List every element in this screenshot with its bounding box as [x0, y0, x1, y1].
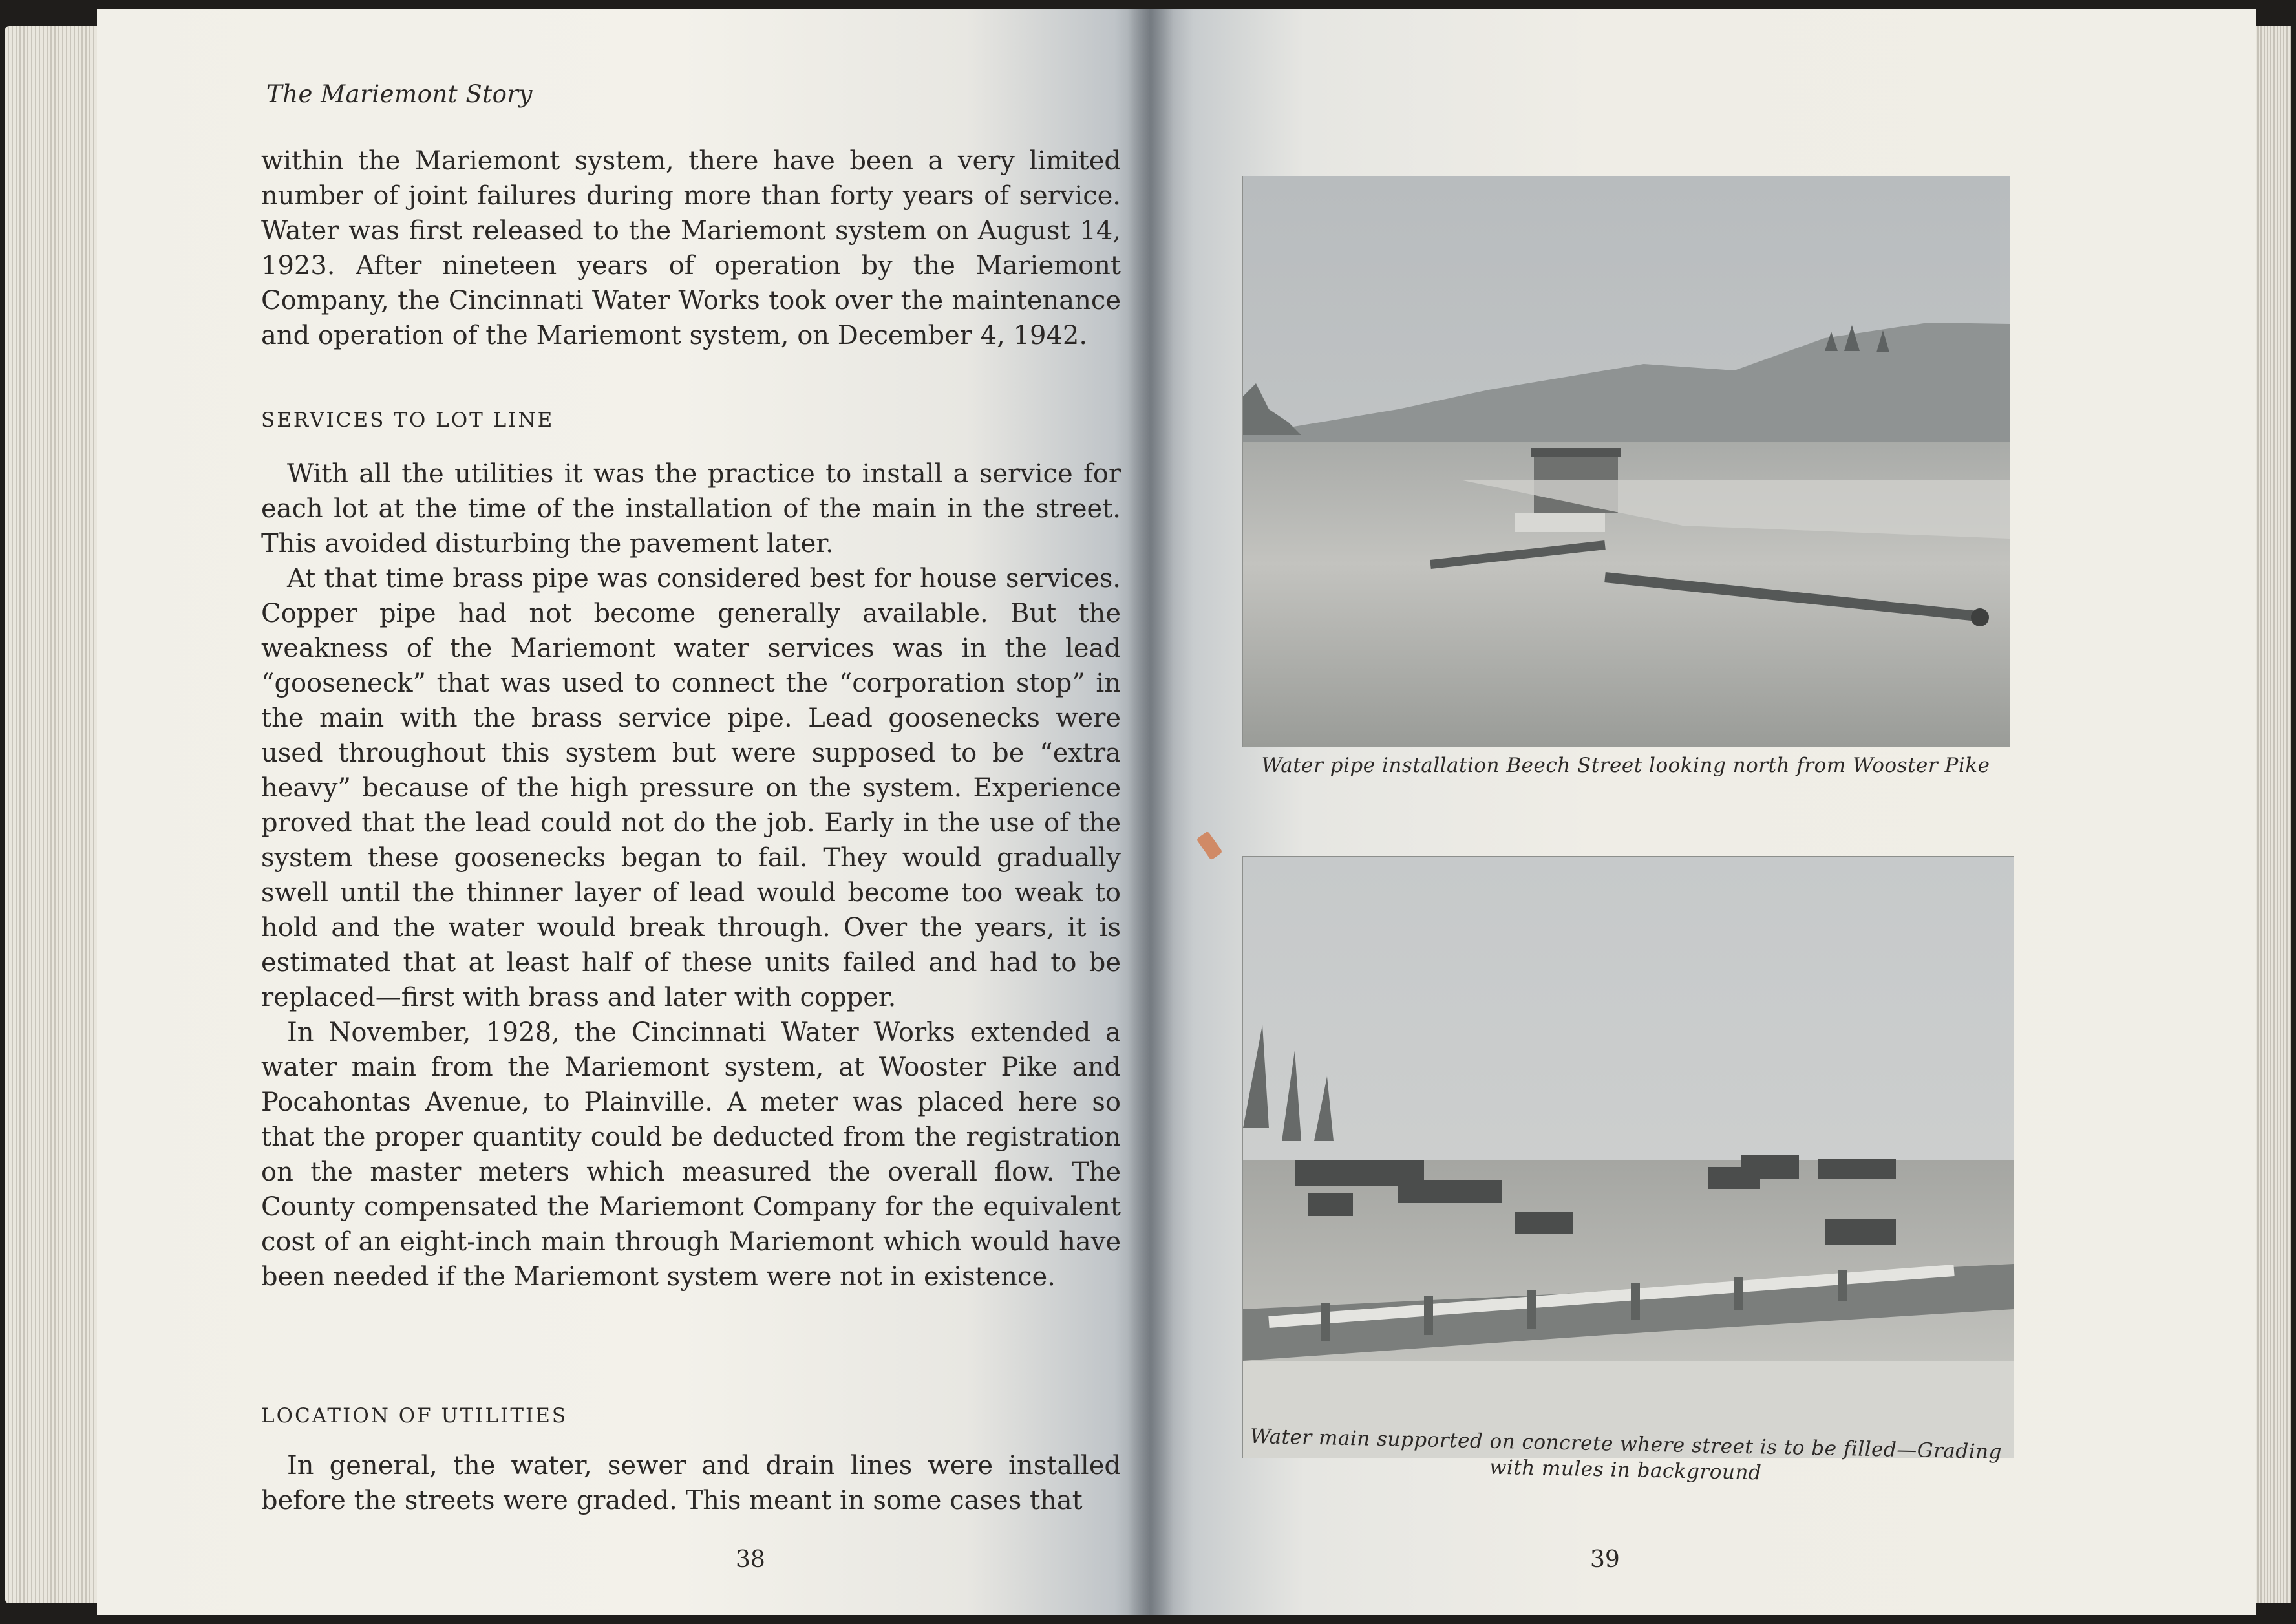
section-heading-location: LOCATION OF UTILITIES	[261, 1404, 568, 1427]
paragraph-3: At that time brass pipe was considered best for house services. Copper pipe had not become generally available. But the weakness of the Mariemont water services was in the lead “gooseneck” that was used to connect the “corporation stop” in the main with the brass service pipe. Lead goosenecks were used throughout this system but were supposed to be “extra heavy” because of the high pressure on the system. Experience proved that the lead could not do the job. Early in the use of the system these goosenecks began to fail. They would gradually swell until the thinner layer of lead would become too weak to hold and the water would break through. Over the years, it is estimated that at least half of these units failed and had to be replaced—first with brass and later with copper.	[261, 564, 1121, 1012]
caption-photo-2: Water main supported on concrete where street is to be filled—Grading with mules in background	[1249, 1424, 2003, 1485]
location-text-block	[261, 1448, 1121, 1518]
book-gutter	[1128, 9, 1173, 1615]
paragraph-1: within the Mariemont system, there have been a very limited number of joint failures during more than forty years of service. Water was first released to the Mariemont system on August 14, 1923. After nineteen years of operation by the Mariemont Company, the Cincinnati Water Works took over the maintenance and operation of the Mariemont system, on December 4, 1942.	[261, 146, 1121, 350]
paragraph-1-block	[261, 144, 1121, 353]
left-page	[97, 9, 1157, 1615]
photo-water-pipe-installation	[1242, 176, 2010, 747]
photo-1-image	[1243, 176, 2010, 747]
photo-water-main-grading	[1242, 856, 2014, 1458]
running-head: The Mariemont Story	[266, 80, 533, 108]
page-number-right: 39	[1590, 1546, 1620, 1573]
paragraph-5: In general, the water, sewer and drain lines were installed before the streets were graded. This meant in some cases that	[261, 1451, 1121, 1515]
page-stack-right	[2255, 26, 2291, 1603]
right-page	[1149, 9, 2256, 1615]
page-number-left: 38	[736, 1546, 765, 1573]
services-text-block	[261, 456, 1121, 1294]
paragraph-2: With all the utilities it was the practice to install a service for each lot at the time of the installation of the main in the street. This avoided disturbing the pavement later.	[261, 459, 1121, 559]
section-heading-services: SERVICES TO LOT LINE	[261, 409, 555, 432]
paragraph-4: In November, 1928, the Cincinnati Water Works extended a water main from the Mariemont system, at Wooster Pike and Pocahontas Avenue, to Plainville. A meter was placed here so that the proper quantity could be deducted from the registration on the master meters which measured the overall flow. The County compensated the Mariemont Company for the equivalent cost of an eight-inch main through Mariemont which would have been needed if the Mariemont system were not in existence.	[261, 1018, 1121, 1292]
photo-2-image	[1243, 857, 2014, 1458]
caption-photo-1: Water pipe installation Beech Street looking north from Wooster Pike	[1261, 754, 1990, 777]
